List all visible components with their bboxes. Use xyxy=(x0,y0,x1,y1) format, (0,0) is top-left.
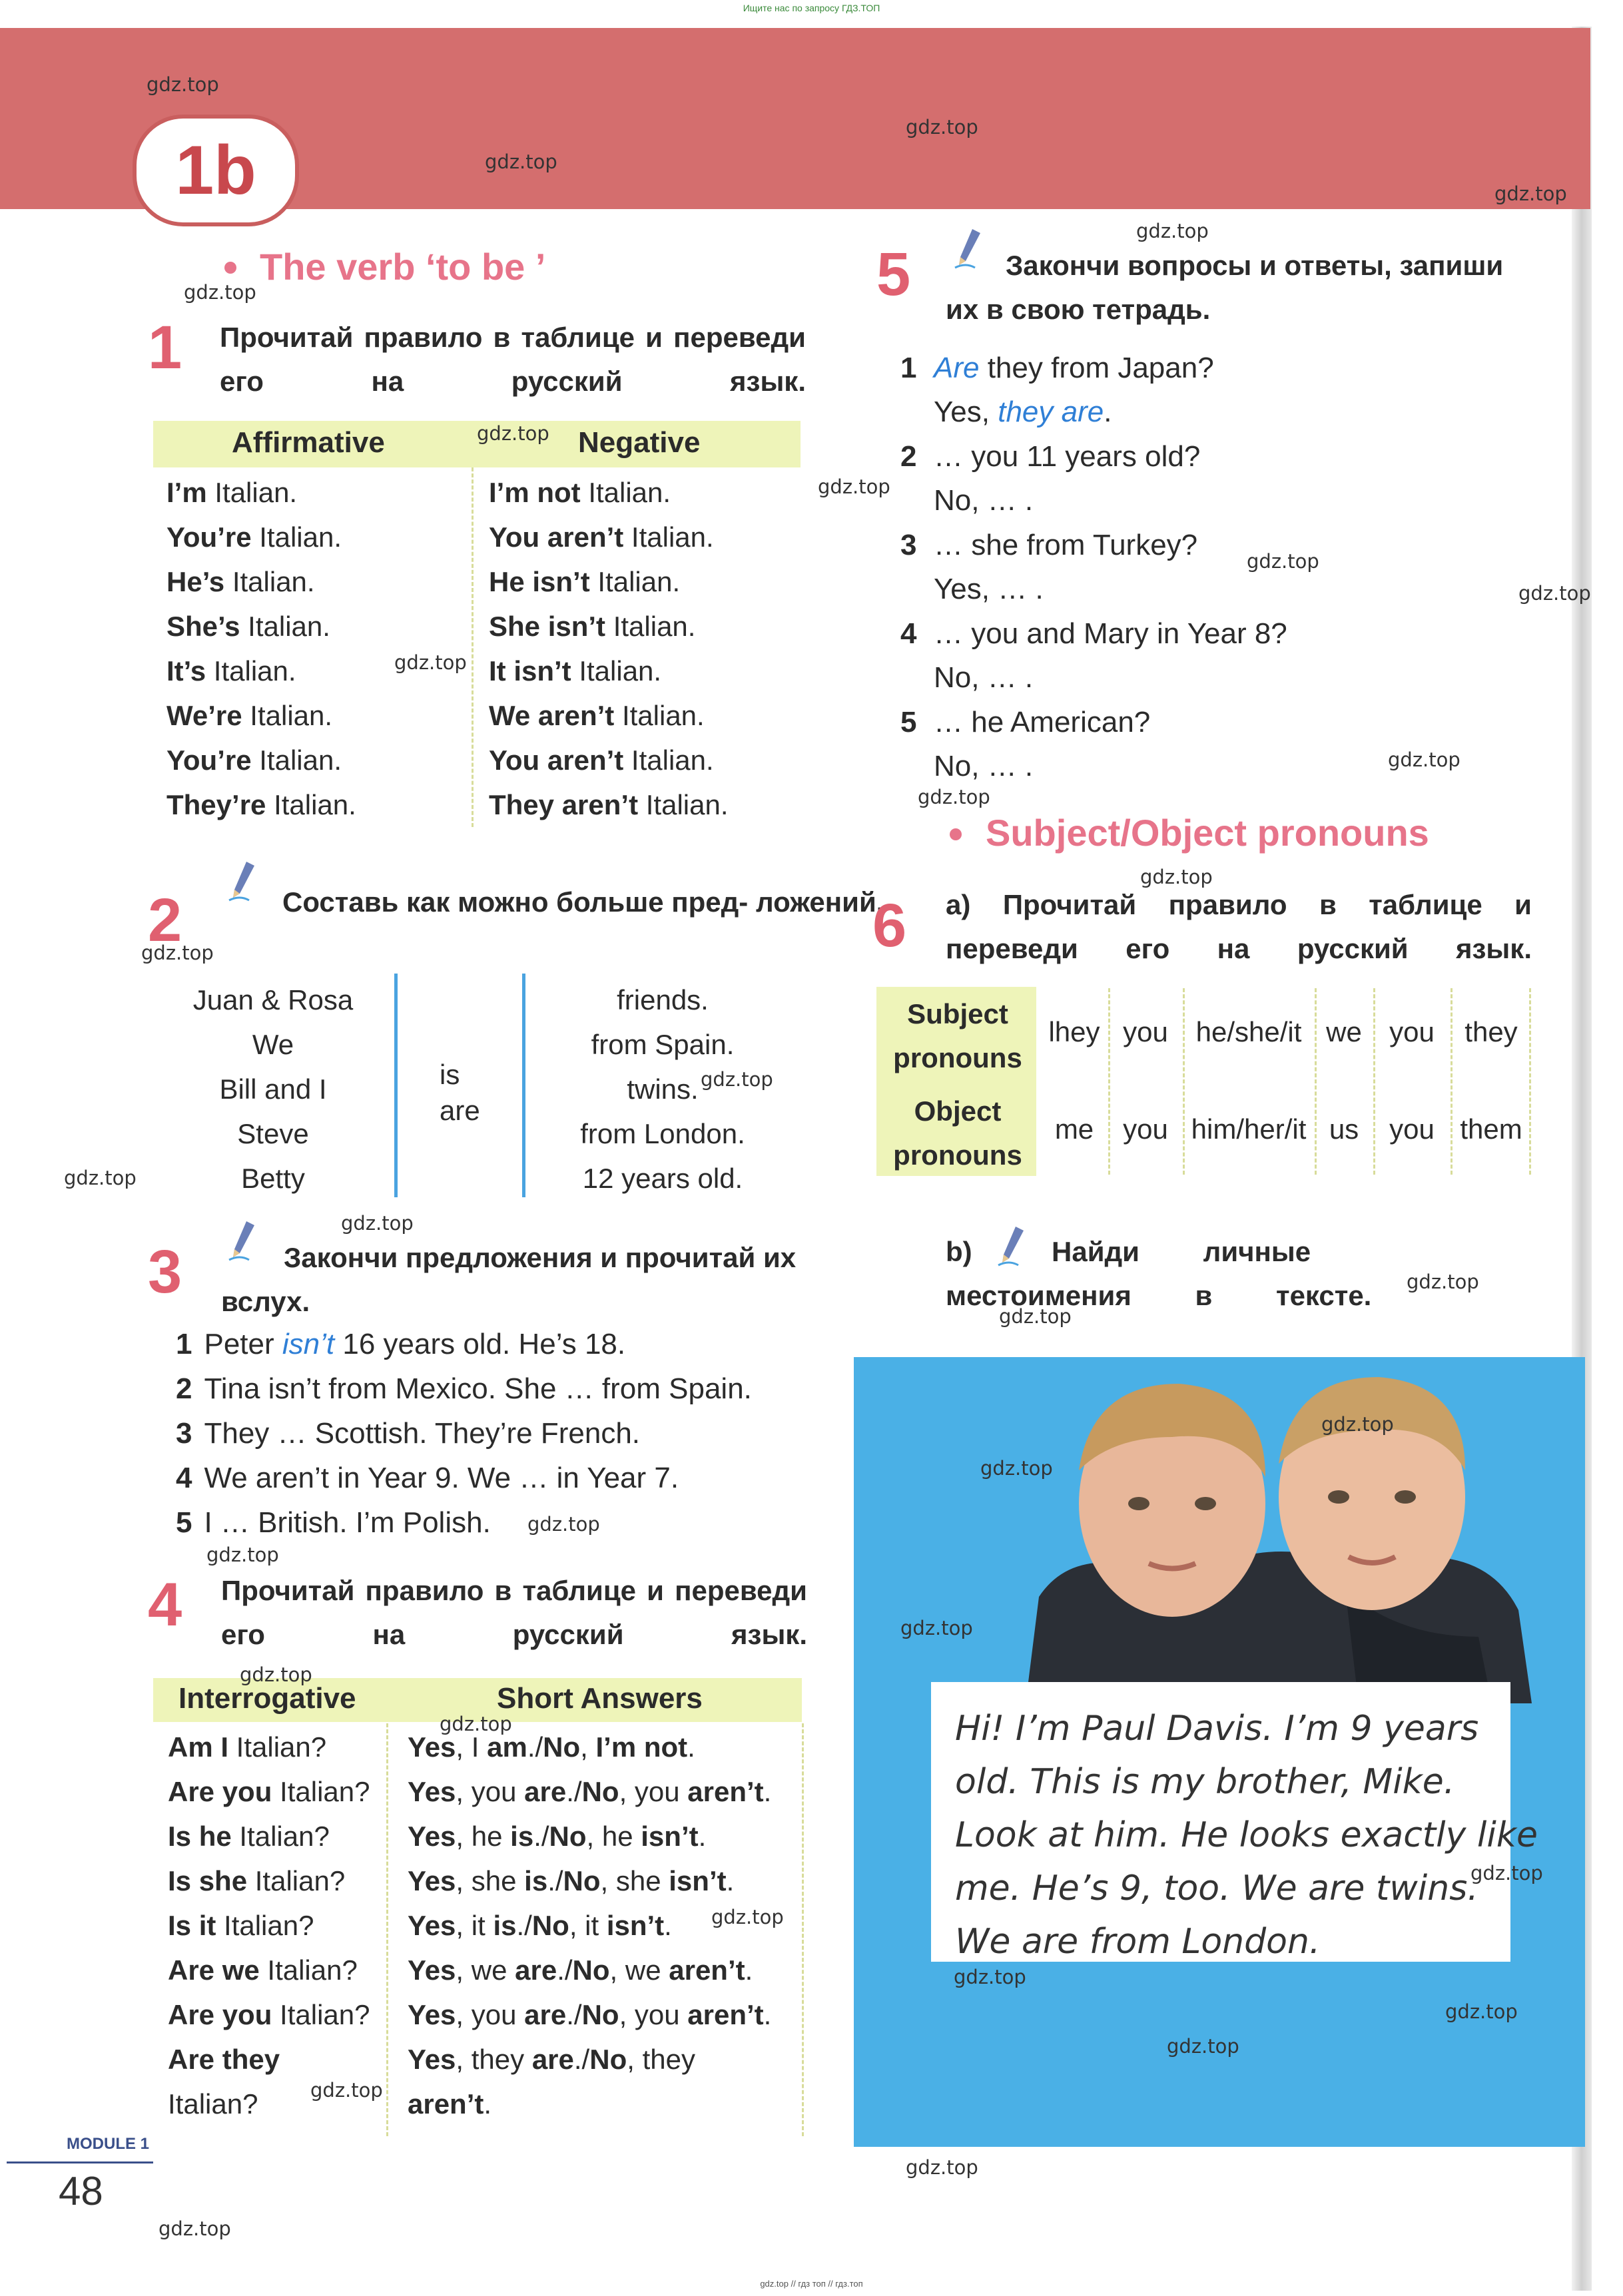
affirmative-rest: Italian. xyxy=(224,566,315,597)
question-rest: Italian? xyxy=(228,1731,327,1763)
answer-key: are xyxy=(524,1999,567,2030)
item-text: They … Scottish. They’re French. xyxy=(204,1417,641,1450)
pen-icon xyxy=(226,859,258,903)
exercise-instruction-b: b) Найди личные местоимения в тексте. xyxy=(946,1224,1532,1318)
answer-key: No xyxy=(572,1954,610,1986)
top-note: Ищите нас по запросу ГДЗ.ТОП xyxy=(743,3,880,13)
answer-key: No xyxy=(563,1865,601,1896)
watermark: gdz.top xyxy=(477,422,549,445)
question-form: Are they xyxy=(168,2044,280,2075)
affirmative-form: He’s xyxy=(166,566,225,597)
answer-row xyxy=(408,1731,695,1763)
item-question: … she from Turkey? xyxy=(934,529,1198,561)
item-number: 2 xyxy=(176,1372,192,1405)
answer-key: are xyxy=(515,1954,557,1986)
negative-row xyxy=(489,700,705,732)
question-item xyxy=(900,617,1287,651)
answer-key: is xyxy=(510,1821,534,1852)
question-rest: Italian? xyxy=(259,1954,358,1986)
question-rest: Italian? xyxy=(247,1865,346,1896)
watermark: gdz.top xyxy=(1136,220,1209,242)
negative-row xyxy=(489,655,661,687)
object-pronoun: me xyxy=(1054,1113,1094,1145)
negative-rest: Italian. xyxy=(623,744,714,776)
sentence-item xyxy=(176,1417,640,1450)
item-number: 4 xyxy=(900,617,917,650)
answer-key: aren’t xyxy=(408,2088,484,2120)
answer-text: . xyxy=(763,1776,772,1807)
sentence-item xyxy=(176,1506,491,1540)
table-divider xyxy=(1451,988,1453,1175)
negative-rest: Italian. xyxy=(589,566,681,597)
item-number: 2 xyxy=(900,440,917,473)
watermark: gdz.top xyxy=(206,1544,279,1566)
item-answer-text: No, … . xyxy=(934,661,1034,694)
answer-key: Yes xyxy=(408,1821,456,1852)
item-answer-text: . xyxy=(1104,396,1112,428)
item-number: 4 xyxy=(176,1462,192,1494)
complement-option: twins. xyxy=(627,1073,699,1105)
question-item xyxy=(900,352,1214,385)
affirmative-rest: Italian. xyxy=(206,655,296,687)
negative-row xyxy=(489,521,714,553)
complement-option: from Spain. xyxy=(591,1029,735,1060)
object-pronoun: you xyxy=(1389,1113,1435,1145)
object-pronoun: you xyxy=(1123,1113,1168,1145)
watermark: gdz.top xyxy=(980,1457,1053,1480)
item-text: I … British. I’m Polish. xyxy=(204,1506,491,1539)
negative-form: I’m not xyxy=(489,477,581,508)
object-pronoun: them xyxy=(1460,1113,1522,1145)
item-question: … you 11 years old? xyxy=(934,440,1201,473)
question-rest: Italian? xyxy=(168,2088,258,2120)
answer-text: , you xyxy=(456,1776,525,1807)
answer-key: No xyxy=(589,2044,627,2075)
watermark: gdz.top xyxy=(440,1713,512,1735)
object-pronoun: him/her/it xyxy=(1191,1113,1307,1145)
subject-pronoun: you xyxy=(1389,1016,1435,1047)
lesson-badge-label: 1b xyxy=(175,132,256,209)
pen-icon xyxy=(996,1224,1028,1268)
negative-rest: Italian. xyxy=(571,655,662,687)
watermark: gdz.top xyxy=(64,1167,137,1189)
subject-pronoun: we xyxy=(1326,1016,1362,1047)
answer-text: , I xyxy=(456,1731,487,1763)
affirmative-rest: Italian. xyxy=(206,477,298,508)
item-answer: isn’t xyxy=(282,1328,335,1360)
watermark: gdz.top xyxy=(1494,182,1567,205)
watermark: gdz.top xyxy=(485,150,557,173)
affirmative-row xyxy=(166,521,342,553)
table-edge xyxy=(1529,988,1531,1175)
item-answer: Are xyxy=(934,352,980,384)
watermark: gdz.top xyxy=(1247,550,1319,573)
affirmative-form: You’re xyxy=(166,744,252,776)
answer-text: ./ xyxy=(566,1999,582,2030)
answer-text: , she xyxy=(600,1865,669,1896)
verb-is: is xyxy=(440,1059,460,1090)
column-divider xyxy=(394,974,398,1197)
affirmative-row xyxy=(166,566,315,598)
affirmative-rest: Italian. xyxy=(242,700,333,731)
question-row xyxy=(168,1776,370,1808)
watermark: gdz.top xyxy=(341,1212,414,1235)
sentence-item xyxy=(176,1372,752,1406)
sentence-item xyxy=(176,1328,625,1361)
answer-row xyxy=(408,1999,771,2031)
question-row xyxy=(168,1999,370,2031)
answer-key: Yes xyxy=(408,1776,456,1807)
subject-pronouns-label: Subject pronouns xyxy=(893,998,1022,1073)
affirmative-row xyxy=(166,789,356,821)
affirmative-form: We’re xyxy=(166,700,242,731)
affirmative-rest: Italian. xyxy=(240,611,330,642)
exercise-instruction: Закончи вопросы и ответы, запиши их в свою тетрадь. xyxy=(946,250,1504,325)
negative-rest: Italian. xyxy=(623,521,714,553)
answer-key: aren’t xyxy=(669,1954,745,1986)
question-item xyxy=(900,440,1200,473)
subject-pronoun: he/she/it xyxy=(1195,1016,1302,1047)
complement-option: 12 years old. xyxy=(582,1163,743,1194)
watermark: gdz.top xyxy=(1445,2000,1518,2023)
exercise-number: 6 xyxy=(872,892,907,960)
question-item xyxy=(900,529,1197,562)
answer-item xyxy=(934,484,1033,517)
affirmative-rest: Italian. xyxy=(251,521,342,553)
answer-text: , you xyxy=(456,1999,525,2030)
item-number: 5 xyxy=(176,1506,192,1539)
answer-text: . xyxy=(664,1910,672,1941)
affirmative-row xyxy=(166,744,342,776)
answer-item xyxy=(934,396,1112,429)
watermark: gdz.top xyxy=(1140,866,1213,888)
item-number: 1 xyxy=(176,1328,192,1360)
negative-rest: Italian. xyxy=(580,477,671,508)
answer-key: Yes xyxy=(408,1999,456,2030)
subject-pronoun: lhey xyxy=(1048,1016,1100,1047)
affirmative-row xyxy=(166,700,332,732)
table-header-short-answers: Short Answers xyxy=(497,1682,703,1715)
answer-text: . xyxy=(763,1999,772,2030)
answer-key: Yes xyxy=(408,1731,456,1763)
answer-row xyxy=(408,2088,491,2120)
item-number: 1 xyxy=(900,352,917,384)
section-bullet xyxy=(224,262,236,274)
answer-key: No xyxy=(543,1731,581,1763)
item-question: they from Japan? xyxy=(979,352,1214,384)
answer-row xyxy=(408,1910,672,1942)
exercise-number: 3 xyxy=(148,1238,182,1306)
subject-option: We xyxy=(252,1029,294,1060)
subject-pronoun: you xyxy=(1123,1016,1168,1047)
answer-key: Yes xyxy=(408,1865,456,1896)
answer-text: ./ xyxy=(566,1776,582,1807)
answer-key: are xyxy=(524,1776,567,1807)
answer-text: ./ xyxy=(573,2044,590,2075)
answer-row xyxy=(408,2044,695,2076)
affirmative-row xyxy=(166,655,296,687)
question-rest: Italian? xyxy=(231,1821,330,1852)
question-row xyxy=(168,1731,326,1763)
item-answer-text: No, … . xyxy=(934,484,1034,517)
answer-row xyxy=(408,1865,734,1897)
watermark: gdz.top xyxy=(701,1068,773,1091)
negative-row xyxy=(489,611,695,643)
answer-text: , we xyxy=(456,1954,515,1986)
item-question: … he American? xyxy=(934,706,1151,738)
answer-text: ./ xyxy=(557,1954,573,1986)
answer-text: , they xyxy=(627,2044,695,2075)
answer-text: . xyxy=(726,1865,735,1896)
answer-text: . xyxy=(745,1954,753,1986)
question-row xyxy=(168,1910,314,1942)
item-text: 16 years old. He’s 18. xyxy=(334,1328,626,1360)
affirmative-form: I’m xyxy=(166,477,207,508)
exercise-number: 1 xyxy=(148,314,182,382)
question-form: Are we xyxy=(168,1954,260,1986)
question-form: Are you xyxy=(168,1776,272,1807)
item-text: Tina isn’t from Mexico. She … from Spain. xyxy=(204,1372,752,1405)
answer-text: , it xyxy=(456,1910,493,1941)
watermark: gdz.top xyxy=(141,942,214,964)
section-bullet xyxy=(950,828,962,840)
watermark: gdz.top xyxy=(999,1305,1072,1328)
affirmative-rest: Italian. xyxy=(266,789,356,820)
subject-pronoun: they xyxy=(1464,1016,1518,1047)
watermark: gdz.top xyxy=(1407,1271,1479,1293)
subject-option: Betty xyxy=(241,1163,305,1194)
answer-key: is xyxy=(493,1910,517,1941)
answer-key: are xyxy=(531,2044,574,2075)
answer-key: No xyxy=(581,1999,619,2030)
sentence-item xyxy=(176,1462,679,1495)
table-divider xyxy=(1315,988,1317,1175)
column-divider xyxy=(522,974,525,1197)
negative-form: You aren’t xyxy=(489,521,624,553)
answer-key: Yes xyxy=(408,2044,456,2075)
exercise-instruction: Прочитай правило в таблице и переведи его на русский язык. xyxy=(220,322,806,397)
negative-form: We aren’t xyxy=(489,700,615,731)
table-divider xyxy=(472,467,474,827)
complement-option: friends. xyxy=(617,984,709,1015)
question-form: Is it xyxy=(168,1910,216,1941)
watermark: gdz.top xyxy=(918,786,990,808)
affirmative-rest: Italian. xyxy=(251,744,342,776)
answer-key: isn’t xyxy=(606,1910,665,1941)
exercise-number: 5 xyxy=(876,240,911,308)
affirmative-row xyxy=(166,611,330,643)
subject-option: Bill and I xyxy=(219,1073,327,1105)
table-divider xyxy=(1183,988,1185,1175)
exercise-number: 4 xyxy=(148,1571,182,1639)
answer-text: , she xyxy=(456,1865,525,1896)
answer-key: isn’t xyxy=(669,1865,727,1896)
watermark: gdz.top xyxy=(184,281,256,304)
question-rest: Italian? xyxy=(272,1776,370,1807)
answer-key: aren’t xyxy=(687,1999,764,2030)
question-rest: Italian? xyxy=(272,1999,370,2030)
bottom-note: gdz.top // гдз топ // гдз.топ xyxy=(760,2279,863,2289)
answer-text: , they xyxy=(456,2044,532,2075)
answer-row xyxy=(408,1776,771,1808)
item-number: 3 xyxy=(900,529,917,561)
answer-key: am xyxy=(487,1731,527,1763)
answer-item xyxy=(934,661,1033,695)
question-form: Am I xyxy=(168,1731,229,1763)
answer-text: , he xyxy=(586,1821,641,1852)
answer-text: . xyxy=(687,1731,695,1763)
question-rest: Italian? xyxy=(216,1910,314,1941)
table-divider xyxy=(1108,988,1110,1175)
exercise-instruction: a) Прочитай правило в таблице и переведи его на русский язык. xyxy=(946,889,1532,964)
affirmative-row xyxy=(166,477,297,509)
question-row xyxy=(168,2044,280,2076)
item-answer-text: Yes, xyxy=(934,396,998,428)
object-pronoun: us xyxy=(1329,1113,1359,1145)
answer-text: . xyxy=(698,1821,707,1852)
object-pronouns-label: Object pronouns xyxy=(893,1095,1022,1171)
page-number: 48 xyxy=(59,2169,103,2213)
watermark: gdz.top xyxy=(159,2217,231,2240)
watermark: gdz.top xyxy=(1470,1862,1543,1884)
module-underline xyxy=(7,2161,153,2163)
watermark: gdz.top xyxy=(954,1966,1026,1988)
verb-are: are xyxy=(440,1095,480,1126)
negative-form: You aren’t xyxy=(489,744,624,776)
negative-row xyxy=(489,744,714,776)
answer-text: . xyxy=(484,2088,492,2120)
watermark: gdz.top xyxy=(240,1663,312,1686)
exercise-instruction: Составь как можно больше пред- ложений. xyxy=(282,886,884,918)
answer-key: I’m not xyxy=(595,1731,688,1763)
watermark: gdz.top xyxy=(1167,2035,1239,2058)
answer-text: ./ xyxy=(516,1910,532,1941)
watermark: gdz.top xyxy=(147,73,219,96)
item-text: Peter xyxy=(204,1328,282,1360)
negative-form: They aren’t xyxy=(489,789,639,820)
item-answer-text: No, … . xyxy=(934,750,1034,782)
negative-row xyxy=(489,477,671,509)
answer-text: ./ xyxy=(527,1731,543,1763)
table-divider xyxy=(1373,988,1375,1175)
question-row xyxy=(168,1821,330,1853)
negative-row xyxy=(489,566,680,598)
watermark: gdz.top xyxy=(906,2156,978,2179)
question-row xyxy=(168,2088,258,2120)
answer-text: ./ xyxy=(547,1865,563,1896)
table-header-interrogative: Interrogative xyxy=(178,1682,356,1715)
affirmative-form: You’re xyxy=(166,521,252,553)
answer-key: No xyxy=(549,1821,587,1852)
answer-key: aren’t xyxy=(687,1776,764,1807)
module-label: MODULE 1 xyxy=(67,2135,150,2153)
item-answer: they are xyxy=(998,396,1104,428)
watermark: gdz.top xyxy=(1388,748,1461,771)
table-header-negative: Negative xyxy=(578,426,701,459)
item-question: … you and Mary in Year 8? xyxy=(934,617,1287,650)
watermark: gdz.top xyxy=(1321,1413,1394,1436)
negative-form: She isn’t xyxy=(489,611,606,642)
question-row xyxy=(168,1954,358,1986)
negative-form: It isn’t xyxy=(489,655,571,687)
affirmative-form: It’s xyxy=(166,655,206,687)
answer-key: Yes xyxy=(408,1910,456,1941)
question-form: Is she xyxy=(168,1865,248,1896)
watermark: gdz.top xyxy=(906,116,978,139)
answer-text: , you xyxy=(619,1999,688,2030)
answer-key: No xyxy=(581,1776,619,1807)
exercise-instruction: Прочитай правило в таблице и переведи его на русский язык. xyxy=(221,1575,807,1650)
twins-photo xyxy=(999,1357,1545,1703)
affirmative-form: She’s xyxy=(166,611,240,642)
subject-option: Steve xyxy=(237,1118,309,1149)
question-row xyxy=(168,1865,345,1897)
table-divider xyxy=(386,1723,388,2136)
negative-rest: Italian. xyxy=(614,700,705,731)
negative-rest: Italian. xyxy=(638,789,729,820)
item-text: We aren’t in Year 9. We … in Year 7. xyxy=(204,1462,679,1494)
section-title-verb-to-be: The verb ‘to be ’ xyxy=(260,246,546,288)
question-form: Is he xyxy=(168,1821,232,1852)
item-answer-text: Yes, … . xyxy=(934,573,1044,605)
watermark: gdz.top xyxy=(818,475,890,498)
answer-text: , we xyxy=(609,1954,669,1986)
table-header-affirmative: Affirmative xyxy=(232,426,385,459)
complement-option: from London. xyxy=(580,1118,745,1149)
question-form: Are you xyxy=(168,1999,272,2030)
answer-key: isn’t xyxy=(641,1821,699,1852)
story-text: Hi! I’m Paul Davis. I’m 9 years old. This is my brother, Mike. Look at him. He looks exactly like me. He’s 9, too. We are twins. We are from London. xyxy=(955,1709,1538,1962)
section-title-pronouns: Subject/Object pronouns xyxy=(986,812,1429,854)
answer-text: , xyxy=(580,1731,596,1763)
subject-option: Juan & Rosa xyxy=(192,984,354,1015)
watermark: gdz.top xyxy=(527,1513,600,1536)
answer-text: ./ xyxy=(533,1821,549,1852)
item-number: 3 xyxy=(176,1417,192,1450)
watermark: gdz.top xyxy=(310,2079,383,2102)
watermark: gdz.top xyxy=(394,651,467,674)
answer-text: , he xyxy=(456,1821,511,1852)
answer-row xyxy=(408,1821,706,1853)
answer-text: , it xyxy=(569,1910,607,1941)
watermark: gdz.top xyxy=(1518,582,1591,605)
negative-rest: Italian. xyxy=(605,611,696,642)
answer-key: is xyxy=(524,1865,548,1896)
table-edge xyxy=(802,1723,804,2136)
watermark: gdz.top xyxy=(900,1617,973,1639)
exercise-instruction: Закончи предложения и прочитай их вслух. xyxy=(221,1242,797,1317)
answer-item xyxy=(934,750,1033,783)
item-number: 5 xyxy=(900,706,917,738)
affirmative-form: They’re xyxy=(166,789,266,820)
watermark: gdz.top xyxy=(711,1906,784,1928)
negative-row xyxy=(489,789,729,821)
answer-key: Yes xyxy=(408,1954,456,1986)
answer-text: , you xyxy=(619,1776,688,1807)
negative-form: He isn’t xyxy=(489,566,590,597)
exercise-number: 2 xyxy=(148,886,182,954)
answer-row xyxy=(408,1954,753,1986)
question-item xyxy=(900,706,1150,739)
answer-key: No xyxy=(531,1910,569,1941)
answer-item xyxy=(934,573,1044,606)
